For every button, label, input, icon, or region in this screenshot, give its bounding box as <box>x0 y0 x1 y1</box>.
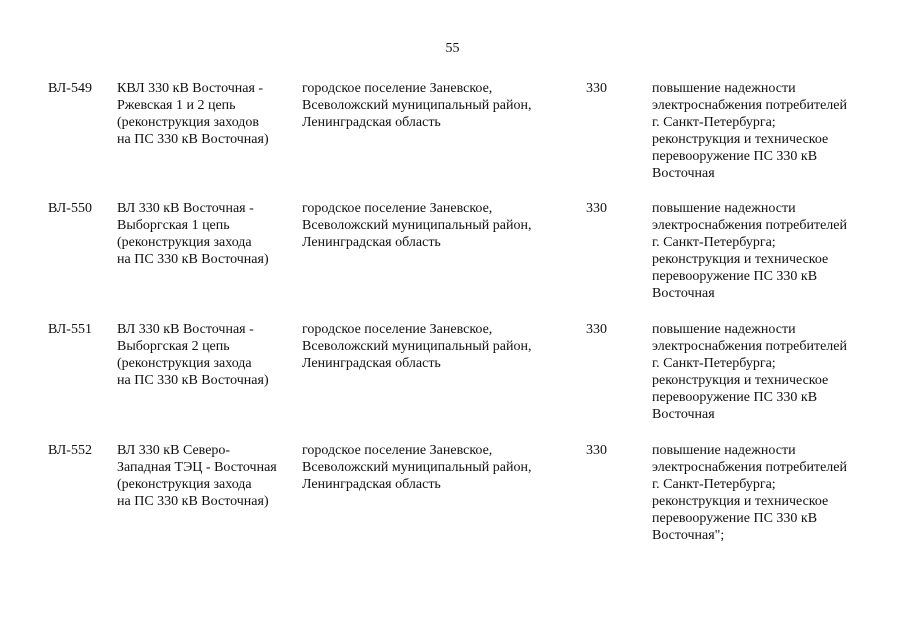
line-voltage: 330 <box>586 443 607 458</box>
line-purpose: повышение надежности электроснабжения потребителей г. Санкт-Петербурга; реконструкция и техническое перевооружение ПС 330 кВ Восточная <box>652 81 847 181</box>
line-location: городское поселение Заневское, Всеволожский муниципальный район, Ленинградская область <box>302 443 532 492</box>
line-name: ВЛ 330 кВ Восточная - Выборгская 1 цепь (реконструкция захода на ПС 330 кВ Восточная) <box>117 201 269 267</box>
line-code: ВЛ-552 <box>48 443 92 458</box>
line-name: ВЛ 330 кВ Северо- Западная ТЭЦ - Восточная (реконструкция захода на ПС 330 кВ Восточная) <box>117 443 277 509</box>
table-row-vl-549 <box>0 80 905 200</box>
table-row-vl-551 <box>0 321 905 441</box>
line-voltage: 330 <box>586 201 607 216</box>
line-voltage: 330 <box>586 81 607 96</box>
line-location: городское поселение Заневское, Всеволожский муниципальный район, Ленинградская область <box>302 322 532 371</box>
line-code: ВЛ-551 <box>48 322 92 337</box>
line-location: городское поселение Заневское, Всеволожский муниципальный район, Ленинградская область <box>302 201 532 250</box>
table-row-vl-552 <box>0 442 905 562</box>
line-name: КВЛ 330 кВ Восточная - Ржевская 1 и 2 цепь (реконструкция заходов на ПС 330 кВ Восточная) <box>117 81 269 147</box>
line-purpose: повышение надежности электроснабжения потребителей г. Санкт-Петербурга; реконструкция и техническое перевооружение ПС 330 кВ Восточная"; <box>652 443 847 543</box>
line-code: ВЛ-549 <box>48 81 92 96</box>
table-row-vl-550 <box>0 200 905 320</box>
line-code: ВЛ-550 <box>48 201 92 216</box>
line-purpose: повышение надежности электроснабжения потребителей г. Санкт-Петербурга; реконструкция и техническое перевооружение ПС 330 кВ Восточная <box>652 201 847 301</box>
line-voltage: 330 <box>586 322 607 337</box>
line-name: ВЛ 330 кВ Восточная - Выборгская 2 цепь (реконструкция захода на ПС 330 кВ Восточная) <box>117 322 269 388</box>
line-purpose: повышение надежности электроснабжения потребителей г. Санкт-Петербурга; реконструкция и техническое перевооружение ПС 330 кВ Восточная <box>652 322 847 422</box>
line-location: городское поселение Заневское, Всеволожский муниципальный район, Ленинградская область <box>302 81 532 130</box>
page-number: 55 <box>445 41 460 56</box>
